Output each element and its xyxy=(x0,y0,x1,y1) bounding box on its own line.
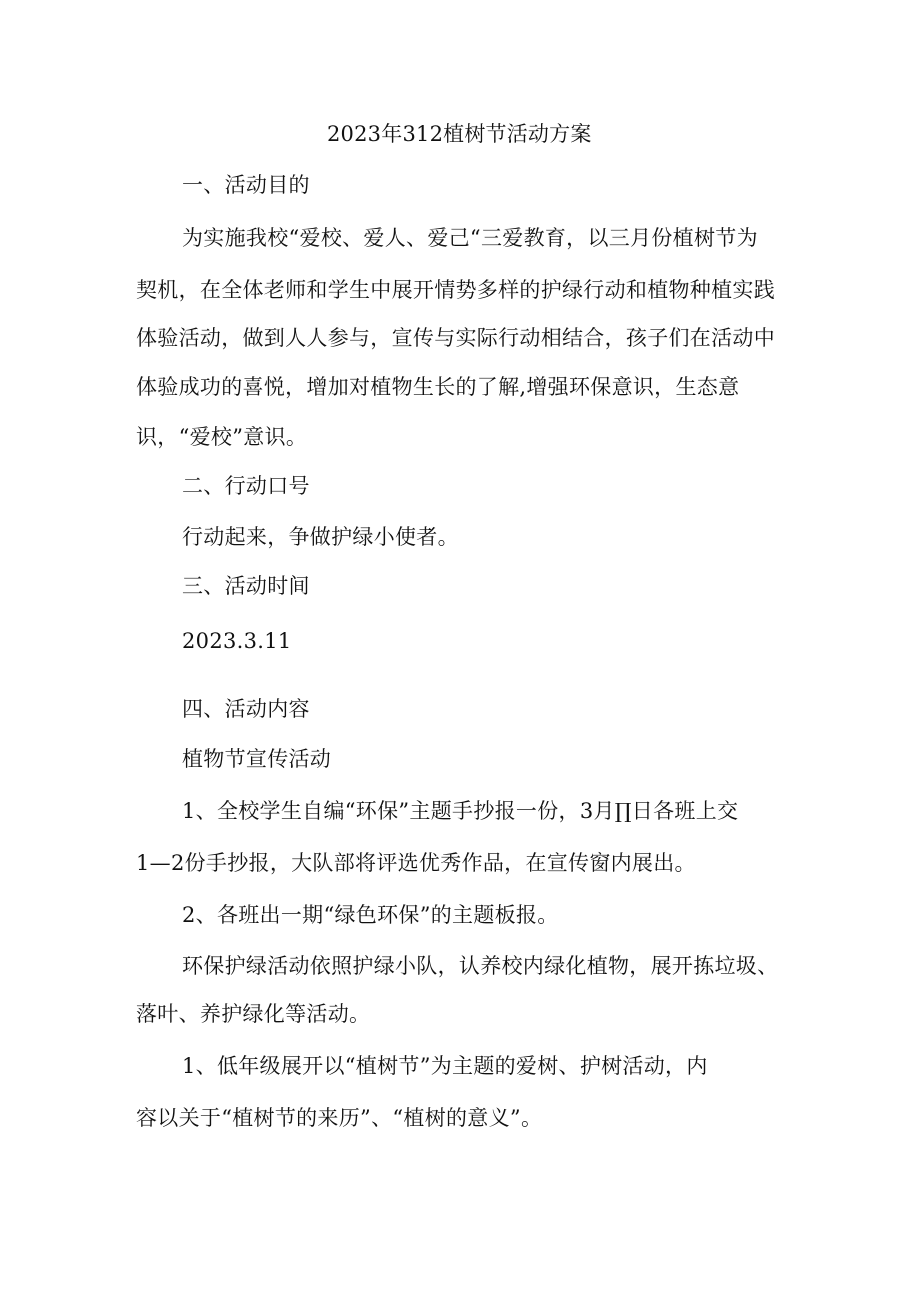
paragraph-line: 1—2份手抄报，大队部将评选优秀作品，在宣传窗内展出。 xyxy=(136,851,696,875)
paragraph-line: 体验活动，做到人人参与，宣传与实际行动相结合，孩子们在活动中 xyxy=(136,326,775,350)
paragraph-line: 体验成功的喜悦，增加对植物生长的了解,增强环保意识，生态意 xyxy=(136,375,740,399)
paragraph-line: 契机，在全体老师和学生中展开情势多样的护绿行动和植物种植实践 xyxy=(136,278,775,302)
subheading-publicity: 植物节宣传活动 xyxy=(182,747,332,771)
paragraph-line: 落叶、养护绿化等活动。 xyxy=(136,1002,371,1026)
section-heading-content: 四、活动内容 xyxy=(182,697,310,721)
paragraph-line: 为实施我校“爱校、爱人、爱己“三爱教育，以三月份植树节为 xyxy=(182,226,758,250)
paragraph-line: 环保护绿活动依照护绿小队，认养校内绿化植物，展开拣垃圾、 xyxy=(182,954,779,978)
paragraph-line: 1、全校学生自编“环保”主题手抄报一份，3月∏日各班上交 xyxy=(182,799,739,823)
paragraph-line: 1、低年级展开以“植树节”为主题的爱树、护树活动，内 xyxy=(182,1054,708,1078)
section-heading-time: 三、活动时间 xyxy=(182,574,310,598)
activity-date: 2023.3.11 xyxy=(182,629,292,653)
paragraph-line: 行动起来，争做护绿小使者。 xyxy=(182,525,459,549)
paragraph-line: 识，“爱校”意识。 xyxy=(136,425,308,449)
section-heading-purpose: 一、活动目的 xyxy=(182,173,310,197)
section-heading-slogan: 二、行动口号 xyxy=(182,474,310,498)
paragraph-line: 容以关于“植树节的来历”、“植树的意义”。 xyxy=(136,1106,543,1130)
paragraph-line: 2、各班出一期“绿色环保”的主题板报。 xyxy=(182,903,559,927)
document-title: 2023年312植树节活动方案 xyxy=(327,122,592,146)
